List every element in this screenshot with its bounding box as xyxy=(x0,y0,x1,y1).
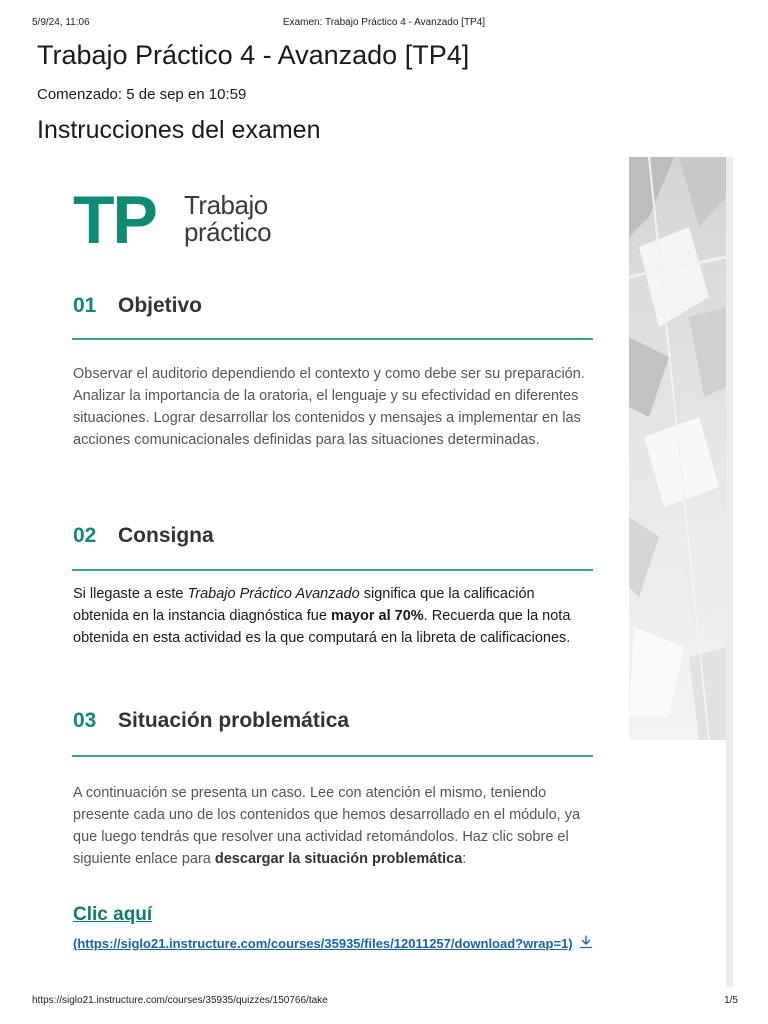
download-link-text[interactable]: (https://siglo21.instructure.com/courses/35935/files/12011257/download?wrap=1) xyxy=(73,936,573,951)
clic-aqui-link[interactable]: Clic aquí xyxy=(73,904,153,925)
tp-logo-word-line1: Trabajo xyxy=(184,190,268,220)
section-situacion-text xyxy=(73,782,593,870)
section-consigna-heading xyxy=(73,524,214,548)
section-title: Situación problemática xyxy=(118,709,350,732)
tp-logo-word xyxy=(184,192,271,246)
section-objetivo-heading xyxy=(73,294,202,318)
tp-logo xyxy=(73,182,333,258)
section-number: 03 xyxy=(73,709,97,732)
started-timestamp: Comenzado: 5 de sep en 10:59 xyxy=(37,86,247,103)
situacion-text-bold: descargar la situación problemática xyxy=(214,851,463,867)
situacion-text-part: : xyxy=(462,851,467,867)
section-consigna-text xyxy=(73,583,593,649)
print-page-title: Examen: Trabajo Práctico 4 - Avanzado [TP4] xyxy=(282,17,486,28)
instructions-heading: Instrucciones del examen xyxy=(37,116,321,144)
print-footer xyxy=(0,995,768,1009)
print-footer-url: https://siglo21.instructure.com/courses/35935/quizzes/150766/take xyxy=(32,995,328,1006)
section-number: 02 xyxy=(73,524,97,547)
section-number: 01 xyxy=(73,294,97,317)
section-divider xyxy=(72,755,593,757)
print-datetime: 5/9/24, 11:06 xyxy=(32,17,90,28)
section-situacion-heading xyxy=(73,709,349,733)
situacion-text-part: A continuación se presenta un caso. Lee con atención el mismo, teniendo presente cada uno de los contenidos que hemos desarrollado en el módulo, ya que luego tendrás que resolver una actividad retomándolos. Haz clic sobre el siguiente enlace para xyxy=(73,785,581,867)
decorative-side-image xyxy=(629,157,726,740)
section-objetivo-text: Observar el auditorio dependiendo el contexto y como debe ser su preparación. Analizar la importancia de la oratoria, el lenguaje y su efectividad en diferentes situaciones. Lograr desarrollar los contenidos y mensajes a implementar en las acciones comunicacionales definidas para las situaciones determinadas. xyxy=(73,366,585,448)
consigna-text-part: significa que la calificación obtenida en la instancia diagnóstica fue xyxy=(73,586,535,624)
consigna-text-part: . Recuerda que la nota obtenida en esta actividad es la que computará en la libreta de calificaciones. xyxy=(73,608,571,646)
consigna-text-italic: Trabajo Práctico Avanzado xyxy=(187,586,360,602)
scrollbar-track[interactable] xyxy=(726,157,733,987)
page-title: Trabajo Práctico 4 - Avanzado [TP4] xyxy=(37,40,470,70)
section-divider xyxy=(72,338,593,340)
print-page-number: 1/5 xyxy=(724,995,738,1006)
section-title: Objetivo xyxy=(118,294,203,317)
download-icon[interactable] xyxy=(579,934,593,956)
tp-logo-word-line2: práctico xyxy=(184,217,272,247)
section-title: Consigna xyxy=(118,524,214,547)
print-header xyxy=(0,17,768,31)
section-divider xyxy=(72,569,593,571)
consigna-text-bold: mayor al 70% xyxy=(330,608,424,624)
download-link-url[interactable] xyxy=(73,933,593,956)
tp-logo-letters: TP xyxy=(73,182,156,258)
consigna-text-part: Si llegaste a este xyxy=(73,586,188,602)
